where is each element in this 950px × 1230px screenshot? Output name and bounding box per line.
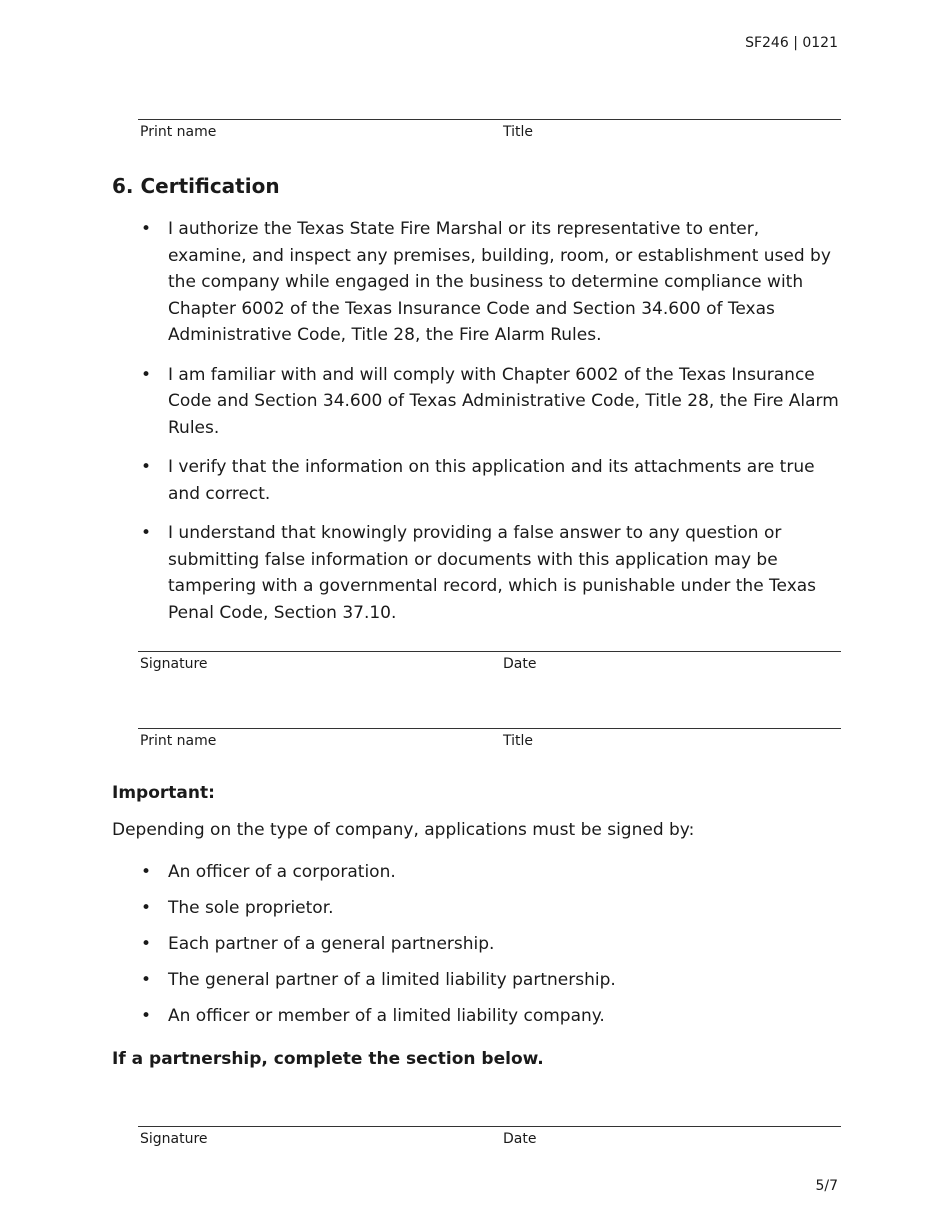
signer-item: • The sole proprietor. xyxy=(112,895,840,922)
important-heading: Important: xyxy=(112,783,215,803)
certification-statement: • I am familiar with and will comply with Chapter 6002 of the Texas Insurance Code and Section 34.600 of Texas Administrative Code, Title 28, the Fire Alarm Rules. xyxy=(112,362,840,442)
certification-statements xyxy=(112,216,840,639)
page-number: 5/7 xyxy=(815,1178,838,1194)
signer-item: • Each partner of a general partnership. xyxy=(112,931,840,958)
certification-heading: 6. Certification xyxy=(112,174,280,198)
signer-item: • An officer or member of a limited liability company. xyxy=(112,1003,840,1030)
certification-statement: • I understand that knowingly providing a false answer to any question or submitting false information or documents with this application may be tampering with a governmental record, which is punishable under the Texas Penal Code, Section 37.10. xyxy=(112,520,840,626)
signature-label: Signature xyxy=(140,1131,208,1147)
date-label: Date xyxy=(503,1131,537,1147)
signer-item: • The general partner of a limited liability partnership. xyxy=(112,967,840,994)
partnership-signature-date-line xyxy=(138,1126,841,1155)
certification-signature-date-line xyxy=(138,651,841,680)
title-label: Title xyxy=(503,733,534,749)
signers-intro: Depending on the type of company, applications must be signed by: xyxy=(112,820,695,840)
certification-statement: • I verify that the information on this application and its attachments are true and correct. xyxy=(112,454,840,507)
signer-item: • An officer of a corporation. xyxy=(112,859,840,886)
signer-list xyxy=(112,859,840,1039)
title-label: Title xyxy=(503,124,534,140)
certification-print-name-title-line xyxy=(138,728,841,757)
partnership-heading: If a partnership, complete the section below. xyxy=(112,1049,544,1069)
certification-statement: • I authorize the Texas State Fire Marshal or its representative to enter, examine, and inspect any premises, building, room, or establishment used by the company while engaged in the business to determine compliance with Chapter 6002 of the Texas Insurance Code and Section 34.600 of Texas Administrative Code, Title 28, the Fire Alarm Rules. xyxy=(112,216,840,349)
form-code: SF246 | 0121 xyxy=(745,35,838,51)
print-name-label: Print name xyxy=(140,733,217,749)
date-label: Date xyxy=(503,656,537,672)
print-name-label: Print name xyxy=(140,124,217,140)
signature-label: Signature xyxy=(140,656,208,672)
top-print-name-title-line xyxy=(138,119,841,148)
